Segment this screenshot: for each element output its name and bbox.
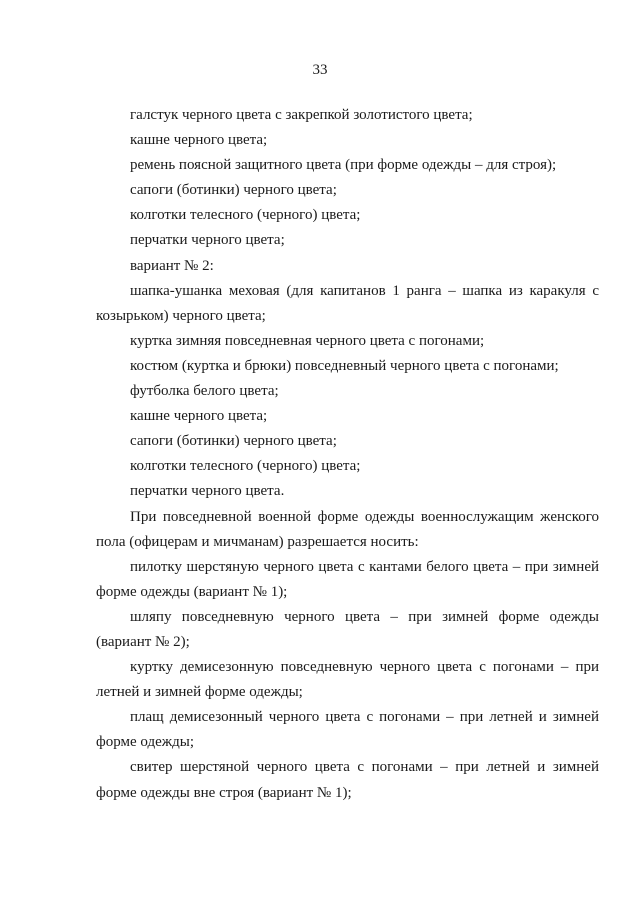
paragraph: галстук черного цвета с закрепкой золотистого цвета; <box>130 107 473 123</box>
paragraph: сапоги (ботинки) черного цвета; <box>130 433 337 450</box>
page-number: 33 <box>312 62 328 78</box>
paragraph: куртка зимняя повседневная черного цвета с погонами; <box>130 332 485 349</box>
paragraph: кашне черного цвета; <box>130 132 268 149</box>
paragraph: пилотку шерстяную черного цвета с кантами белого цвета – при зимней форме одежды (вариант № 1); <box>96 558 599 600</box>
document-body <box>96 103 599 806</box>
paragraph: перчатки черного цвета; <box>130 232 285 249</box>
paragraph: вариант № 2: <box>130 257 214 274</box>
paragraph: куртку демисезонную повседневную черного цвета с погонами – при летней и зимней форме одежды; <box>96 659 599 701</box>
paragraph: шляпу повседневную черного цвета – при зимней форме одежды (вариант № 2); <box>96 608 599 650</box>
paragraph: ремень поясной защитного цвета (при форме одежды – для строя); <box>130 157 557 174</box>
paragraph: колготки телесного (черного) цвета; <box>130 207 361 224</box>
paragraph: футболка белого цвета; <box>130 383 279 400</box>
paragraph: сапоги (ботинки) черного цвета; <box>130 182 337 199</box>
paragraph: костюм (куртка и брюки) повседневный черного цвета с погонами; <box>130 357 559 374</box>
paragraph: перчатки черного цвета. <box>130 483 285 500</box>
paragraph: При повседневной военной форме одежды военнослужащим женского пола (офицерам и мичманам) разрешается носить: <box>96 508 599 550</box>
paragraph: свитер шерстяной черного цвета с погонами – при летней и зимней форме одежды вне строя (вариант № 1); <box>96 759 599 801</box>
paragraph: плащ демисезонный черного цвета с погонами – при летней и зимней форме одежды; <box>96 709 599 751</box>
paragraph: шапка-ушанка меховая (для капитанов 1 ранга – шапка из каракуля с козырьком) черного цвета; <box>96 282 599 324</box>
paragraph: кашне черного цвета; <box>130 408 268 425</box>
paragraph: колготки телесного (черного) цвета; <box>130 458 361 475</box>
